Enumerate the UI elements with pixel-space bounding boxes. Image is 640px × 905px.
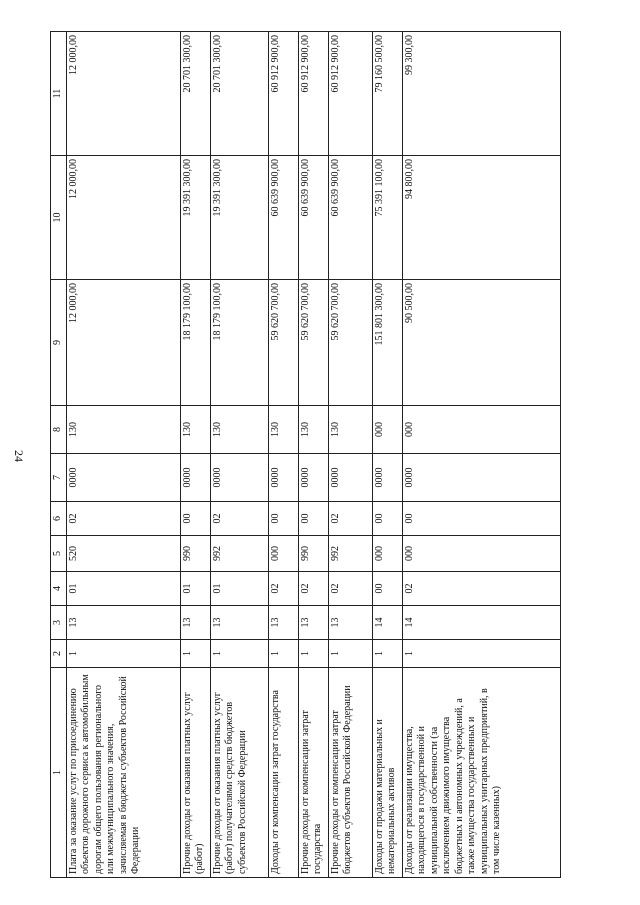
- code-cell: 00: [298, 502, 328, 536]
- value-cell: 94 800,00: [402, 156, 561, 280]
- code-cell: 01: [180, 572, 210, 606]
- code-cell: 00: [372, 502, 402, 536]
- code-cell: 520: [66, 536, 180, 572]
- code-cell: 02: [268, 572, 298, 606]
- value-cell: 60 639 900,00: [328, 156, 372, 280]
- rotated-table-wrapper: [50, 32, 561, 878]
- table-row: [328, 32, 372, 878]
- col-header-8: 8: [51, 406, 67, 454]
- row-name: Доходы от реализации имущества, находящегося в государственной и муниципальной собственности (за исключением движимого имущества бюджетных и автономных учреждений, а также имущества государственных и муниципальных унитарных предприятий, в том числе казенных): [402, 668, 561, 878]
- col-header-7: 7: [51, 454, 67, 502]
- page-number: 24: [12, 450, 26, 462]
- code-cell: 0000: [328, 454, 372, 502]
- code-cell: 130: [328, 406, 372, 454]
- value-cell: 75 391 100,00: [372, 156, 402, 280]
- col-header-3: 3: [51, 606, 67, 640]
- value-cell: 60 639 900,00: [298, 156, 328, 280]
- value-cell: 60 912 900,00: [298, 32, 328, 156]
- code-cell: 1: [402, 640, 561, 668]
- code-cell: 130: [180, 406, 210, 454]
- value-cell: 60 912 900,00: [268, 32, 298, 156]
- code-cell: 990: [180, 536, 210, 572]
- value-cell: 151 801 300,00: [372, 280, 402, 406]
- code-cell: 1: [298, 640, 328, 668]
- code-cell: 02: [66, 502, 180, 536]
- code-cell: 992: [328, 536, 372, 572]
- table-row: [180, 32, 210, 878]
- code-cell: 130: [66, 406, 180, 454]
- code-cell: 01: [66, 572, 180, 606]
- value-cell: 99 300,00: [402, 32, 561, 156]
- code-cell: 1: [180, 640, 210, 668]
- table-row: [298, 32, 328, 878]
- code-cell: 1: [66, 640, 180, 668]
- code-cell: 13: [180, 606, 210, 640]
- row-name: Доходы от продажи материальных и нематериальных активов: [372, 668, 402, 878]
- col-header-9: 9: [51, 280, 67, 406]
- row-name: Доходы от компенсации затрат государства: [268, 668, 298, 878]
- code-cell: 13: [268, 606, 298, 640]
- code-cell: 1: [372, 640, 402, 668]
- code-cell: 0000: [402, 454, 561, 502]
- code-cell: 000: [372, 536, 402, 572]
- code-cell: 02: [210, 502, 268, 536]
- code-cell: 14: [372, 606, 402, 640]
- code-cell: 0000: [372, 454, 402, 502]
- code-cell: 0000: [180, 454, 210, 502]
- value-cell: 79 160 500,00: [372, 32, 402, 156]
- code-cell: 130: [268, 406, 298, 454]
- code-cell: 000: [372, 406, 402, 454]
- code-cell: 130: [210, 406, 268, 454]
- code-cell: 13: [210, 606, 268, 640]
- table-row: [210, 32, 268, 878]
- code-cell: 992: [210, 536, 268, 572]
- code-cell: 13: [328, 606, 372, 640]
- revenue-table: [50, 31, 561, 878]
- code-cell: 0000: [210, 454, 268, 502]
- value-cell: 19 391 300,00: [210, 156, 268, 280]
- code-cell: 00: [372, 572, 402, 606]
- code-cell: 0000: [66, 454, 180, 502]
- table-row: [402, 32, 561, 878]
- value-cell: 90 500,00: [402, 280, 561, 406]
- code-cell: 02: [328, 502, 372, 536]
- code-cell: 01: [210, 572, 268, 606]
- col-header-4: 4: [51, 572, 67, 606]
- code-cell: 00: [402, 502, 561, 536]
- value-cell: 12 000,00: [66, 156, 180, 280]
- code-cell: 00: [268, 502, 298, 536]
- code-cell: 000: [402, 406, 561, 454]
- row-name: Прочие доходы от оказания платных услуг (работ) получателями средств бюджетов субъектов Российской Федерации: [210, 668, 268, 878]
- code-cell: 000: [268, 536, 298, 572]
- col-header-10: 10: [51, 156, 67, 280]
- table-row: [66, 32, 180, 878]
- value-cell: 59 620 700,00: [268, 280, 298, 406]
- code-cell: 1: [210, 640, 268, 668]
- row-name: Прочие доходы от компенсации затрат государства: [298, 668, 328, 878]
- code-cell: 000: [402, 536, 561, 572]
- code-cell: 02: [298, 572, 328, 606]
- table-row: [372, 32, 402, 878]
- table-row: [268, 32, 298, 878]
- value-cell: 20 701 300,00: [180, 32, 210, 156]
- value-cell: 60 912 900,00: [328, 32, 372, 156]
- col-header-5: 5: [51, 536, 67, 572]
- code-cell: 02: [328, 572, 372, 606]
- code-cell: 13: [298, 606, 328, 640]
- col-header-6: 6: [51, 502, 67, 536]
- code-cell: 990: [298, 536, 328, 572]
- code-cell: 02: [402, 572, 561, 606]
- col-header-11: 11: [51, 32, 67, 156]
- header-row: [51, 32, 67, 878]
- code-cell: 1: [328, 640, 372, 668]
- code-cell: 13: [66, 606, 180, 640]
- value-cell: 60 639 900,00: [268, 156, 298, 280]
- value-cell: 18 179 100,00: [180, 280, 210, 406]
- value-cell: 12 000,00: [66, 32, 180, 156]
- code-cell: 0000: [298, 454, 328, 502]
- code-cell: 14: [402, 606, 561, 640]
- code-cell: 1: [268, 640, 298, 668]
- value-cell: 18 179 100,00: [210, 280, 268, 406]
- value-cell: 12 000,00: [66, 280, 180, 406]
- code-cell: 130: [298, 406, 328, 454]
- row-name: Плата за оказание услуг по присоединению объектов дорожного сервиса к автомобильным дорогам общего пользования регионального или межмуниципального значения, зачисляемая в бюджеты субъектов Российской Федерации: [66, 668, 180, 878]
- code-cell: 00: [180, 502, 210, 536]
- row-name: Прочие доходы от компенсации затрат бюджетов субъектов Российской Федерации: [328, 668, 372, 878]
- value-cell: 59 620 700,00: [328, 280, 372, 406]
- col-header-1: 1: [51, 668, 67, 878]
- col-header-2: 2: [51, 640, 67, 668]
- code-cell: 0000: [268, 454, 298, 502]
- value-cell: 20 701 300,00: [210, 32, 268, 156]
- row-name: Прочие доходы от оказания платных услуг (работ): [180, 668, 210, 878]
- value-cell: 59 620 700,00: [298, 280, 328, 406]
- value-cell: 19 391 300,00: [180, 156, 210, 280]
